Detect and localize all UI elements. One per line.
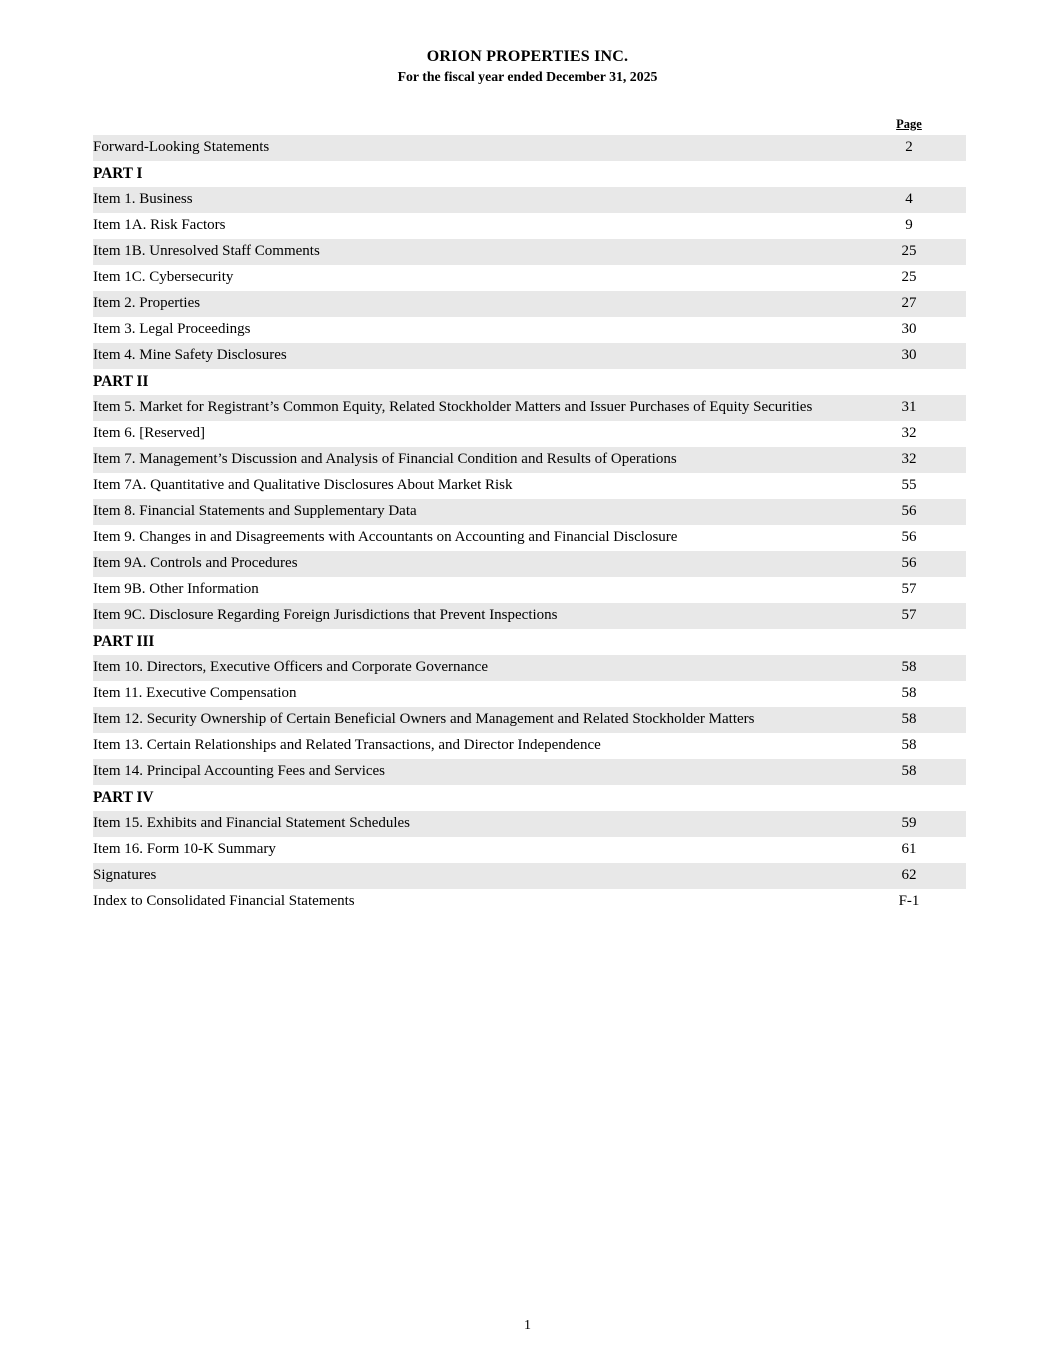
toc-entry-page: 30 bbox=[901, 321, 917, 338]
toc-row bbox=[93, 603, 966, 629]
toc-entry-page: 58 bbox=[901, 685, 917, 702]
toc-entry-label: Item 1. Business bbox=[93, 191, 193, 208]
toc-entry-page: F-1 bbox=[898, 893, 920, 910]
page-number-footer: 1 bbox=[524, 1318, 531, 1333]
toc-row bbox=[93, 889, 966, 915]
page-column-header-row bbox=[93, 112, 966, 135]
toc-row bbox=[93, 213, 966, 239]
toc-row bbox=[93, 291, 966, 317]
toc-entry-page: 30 bbox=[901, 347, 917, 364]
toc-entry-page: 56 bbox=[901, 529, 917, 546]
fiscal-period: For the fiscal year ended December 31, 2025 bbox=[397, 69, 658, 84]
toc-entry-label: Item 6. [Reserved] bbox=[93, 425, 206, 442]
toc-entry-page: 62 bbox=[901, 867, 917, 884]
toc-entry-page: 27 bbox=[901, 295, 917, 312]
toc-row bbox=[93, 655, 966, 681]
toc-entry-page: 57 bbox=[901, 581, 917, 598]
toc-row bbox=[93, 499, 966, 525]
toc-entry-label: Item 14. Principal Accounting Fees and Services bbox=[93, 763, 386, 780]
toc-row bbox=[93, 187, 966, 213]
toc-entry-label: Item 7A. Quantitative and Qualitative Disclosures About Market Risk bbox=[93, 477, 513, 494]
toc-part-row bbox=[93, 161, 966, 187]
toc-entry-label: PART III bbox=[93, 633, 155, 651]
toc-entry-page: 56 bbox=[901, 555, 917, 572]
toc-row bbox=[93, 863, 966, 889]
toc-entry-label: PART II bbox=[93, 373, 149, 391]
toc-entry-page: 31 bbox=[901, 399, 917, 416]
toc-entry-page: 32 bbox=[901, 451, 917, 468]
toc-entry-label: Item 13. Certain Relationships and Related Transactions, and Director Independence bbox=[93, 737, 601, 754]
toc-row bbox=[93, 733, 966, 759]
toc-row bbox=[93, 577, 966, 603]
toc-entry-label: Item 15. Exhibits and Financial Statement Schedules bbox=[93, 815, 411, 832]
toc-entry-page: 55 bbox=[901, 477, 917, 494]
toc-entry-label: Item 11. Executive Compensation bbox=[93, 685, 297, 702]
page-column-header: Page bbox=[896, 117, 922, 131]
toc-entry-label: Item 3. Legal Proceedings bbox=[93, 321, 251, 338]
toc-row bbox=[93, 447, 966, 473]
toc-row bbox=[93, 525, 966, 551]
toc-row bbox=[93, 395, 966, 421]
toc-row bbox=[93, 265, 966, 291]
toc-entry-label: Item 1A. Risk Factors bbox=[93, 217, 226, 234]
toc-entry-page: 9 bbox=[905, 217, 913, 234]
toc-part-row bbox=[93, 629, 966, 655]
toc-entry-page: 25 bbox=[901, 269, 917, 286]
toc-part-row bbox=[93, 785, 966, 811]
toc-entry-label: Item 9C. Disclosure Regarding Foreign Jurisdictions that Prevent Inspections bbox=[93, 607, 558, 624]
toc-entry-label: Item 7. Management’s Discussion and Analysis of Financial Condition and Results of Operations bbox=[93, 451, 677, 468]
toc-row bbox=[93, 811, 966, 837]
toc-row bbox=[93, 707, 966, 733]
toc-entry-label: Item 10. Directors, Executive Officers and Corporate Governance bbox=[93, 659, 488, 676]
toc-row bbox=[93, 317, 966, 343]
toc-entry-label: Item 9. Changes in and Disagreements with Accountants on Accounting and Financial Disclosure bbox=[93, 529, 678, 546]
company-name: ORION PROPERTIES INC. bbox=[426, 48, 629, 65]
toc-entry-page: 58 bbox=[901, 659, 917, 676]
toc-row bbox=[93, 837, 966, 863]
page-footer bbox=[0, 1317, 1055, 1334]
toc-entry-page: 2 bbox=[905, 139, 913, 156]
toc-row bbox=[93, 421, 966, 447]
toc-entry-label: Index to Consolidated Financial Statements bbox=[93, 893, 355, 910]
toc-entry-page: 25 bbox=[901, 243, 917, 260]
toc-table bbox=[93, 135, 966, 915]
toc-entry-label: Item 1B. Unresolved Staff Comments bbox=[93, 243, 320, 260]
toc-entry-label: PART I bbox=[93, 165, 143, 183]
toc-row bbox=[93, 135, 966, 161]
toc-entry-page: 61 bbox=[901, 841, 917, 858]
toc-entry-label: Item 8. Financial Statements and Supplementary Data bbox=[93, 503, 417, 520]
toc-part-row bbox=[93, 369, 966, 395]
toc-entry-page: 56 bbox=[901, 503, 917, 520]
toc-entry-page: 58 bbox=[901, 711, 917, 728]
toc-entry-label: Item 16. Form 10-K Summary bbox=[93, 841, 276, 858]
toc-entry-label: Signatures bbox=[93, 867, 157, 884]
toc-entry-label: Item 9A. Controls and Procedures bbox=[93, 555, 298, 572]
toc-entry-page: 58 bbox=[901, 763, 917, 780]
toc-entry-label: Forward-Looking Statements bbox=[93, 139, 270, 156]
toc-entry-label: PART IV bbox=[93, 789, 154, 807]
toc-entry-page: 58 bbox=[901, 737, 917, 754]
toc-row bbox=[93, 759, 966, 785]
toc-entry-label: Item 1C. Cybersecurity bbox=[93, 269, 234, 286]
toc-entry-page: 4 bbox=[905, 191, 913, 208]
toc-row bbox=[93, 343, 966, 369]
toc-row bbox=[93, 551, 966, 577]
toc-entry-page: 57 bbox=[901, 607, 917, 624]
toc-row bbox=[93, 681, 966, 707]
toc-entry-page: 59 bbox=[901, 815, 917, 832]
toc-entry-label: Item 2. Properties bbox=[93, 295, 201, 312]
table-of-contents bbox=[93, 112, 966, 915]
toc-row bbox=[93, 473, 966, 499]
toc-entry-label: Item 9B. Other Information bbox=[93, 581, 259, 598]
toc-entry-label: Item 4. Mine Safety Disclosures bbox=[93, 347, 287, 364]
toc-entry-label: Item 12. Security Ownership of Certain Beneficial Owners and Management and Related Stockholder Matters bbox=[93, 711, 755, 728]
toc-entry-label: Item 5. Market for Registrant’s Common Equity, Related Stockholder Matters and Issuer Purchases of Equity Securities bbox=[93, 399, 813, 416]
toc-row bbox=[93, 239, 966, 265]
document-header bbox=[0, 47, 1055, 85]
toc-entry-page: 32 bbox=[901, 425, 917, 442]
